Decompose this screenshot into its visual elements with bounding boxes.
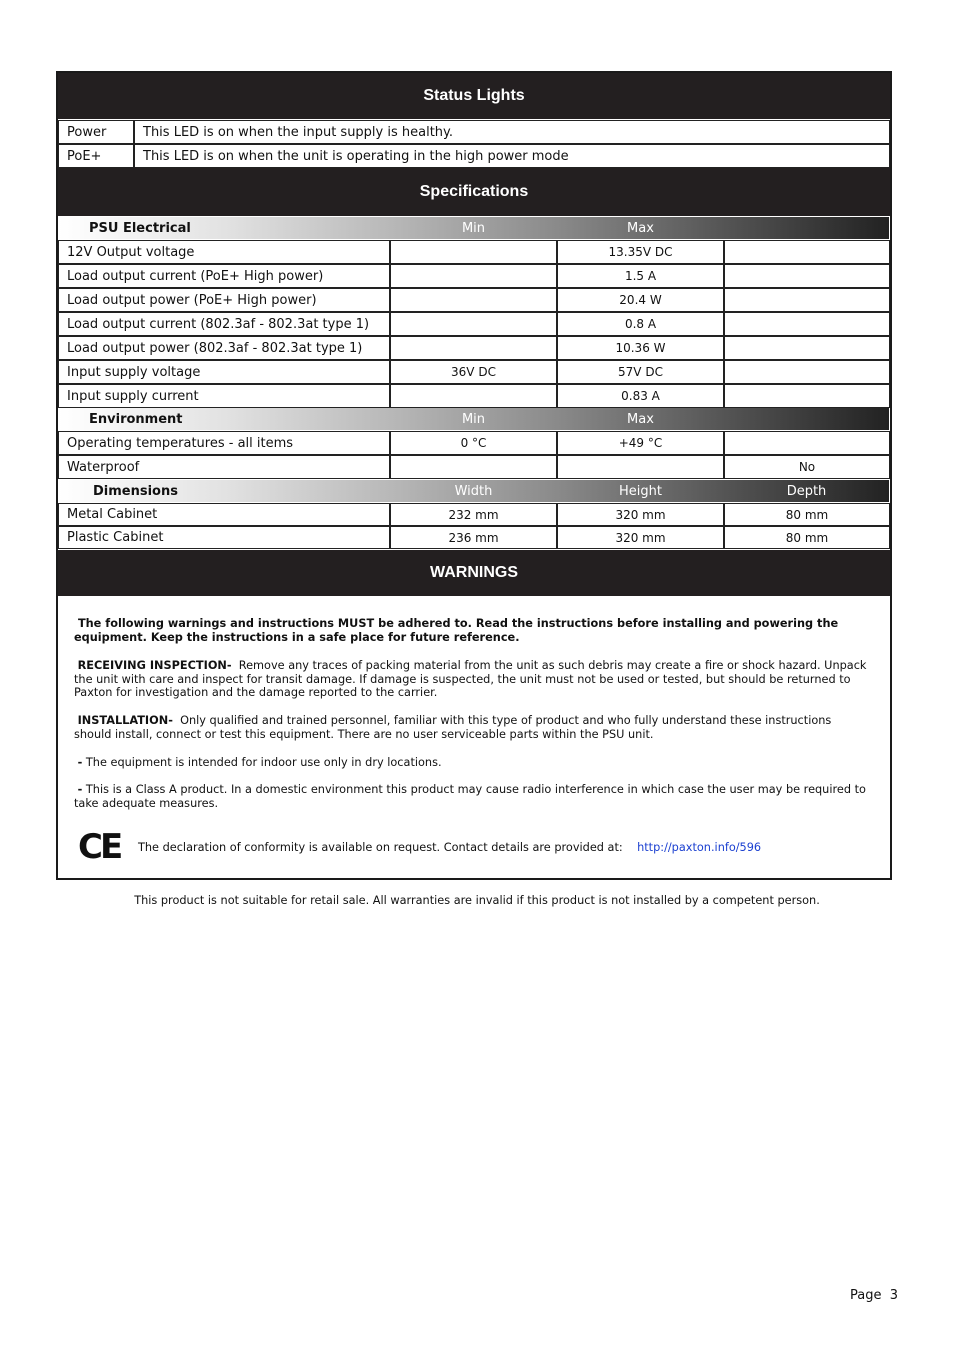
max-value: 13.35V DC — [557, 240, 724, 264]
min-value: 36V DC — [390, 360, 557, 384]
spec-row — [58, 288, 890, 312]
status-lights-title: Status Lights — [423, 87, 525, 104]
installation-text: Only qualified and trained personnel, familiar with this type of product and who fully understand these instructions should install, connect or test this equipment. There are no user serviceable parts within the PSU unit. — [74, 714, 832, 741]
installation-warning — [74, 714, 872, 741]
extra-value — [724, 288, 890, 312]
receiving-inspection-warning — [74, 659, 872, 700]
receiving-inspection-text: Remove any traces of packing material from the unit as such debris may create a fire or shock hazard. Unpack the unit with care and inspect for transit damage. If damage is suspected, the unit must not be used or tested, but should be returned to Paxton for investigation and the damage reported to the carrier. — [74, 659, 867, 700]
extra-value — [724, 240, 890, 264]
dimensions-heading: Dimensions — [93, 483, 178, 499]
max-value: 10.36 W — [557, 336, 724, 360]
retail-disclaimer: This product is not suitable for retail sale. All warranties are invalid if this product is not installed by a competent person. — [134, 894, 820, 907]
extra-value — [724, 384, 890, 408]
status-description: This LED is on when the input supply is healthy. — [134, 120, 890, 144]
receiving-inspection-label: RECEIVING INSPECTION- — [77, 659, 232, 672]
specifications-title: Specifications — [419, 183, 529, 200]
spec-row — [58, 503, 890, 526]
width-value: 232 mm — [390, 503, 557, 526]
page-number: Page 3 — [849, 1288, 898, 1303]
min-column-header: Min — [461, 411, 486, 427]
max-value — [557, 455, 724, 479]
environment-header — [59, 408, 889, 430]
spec-row — [58, 336, 890, 360]
class-a-text: This is a Class A product. In a domestic environment this product may cause radio interference in which case the user may be required to take adequate measures. — [74, 783, 866, 810]
warnings-title: WARNINGS — [430, 564, 518, 581]
class-a-warning: - This is a Class A product. In a domestic environment this product may cause radio interference in which case the user may be required to take adequate measures. — [74, 783, 866, 810]
declaration-text: The declaration of conformity is available on request. Contact details are provided at: — [138, 841, 623, 854]
psu-electrical-header — [59, 217, 889, 239]
spec-row — [58, 526, 890, 549]
status-label: Power — [58, 120, 134, 144]
spec-label: Operating temperatures - all items — [58, 431, 390, 455]
max-value: 20.4 W — [557, 288, 724, 312]
environment-heading: Environment — [89, 411, 183, 427]
extra-value — [724, 312, 890, 336]
min-value — [390, 240, 557, 264]
specifications-title-bar — [58, 168, 890, 216]
min-column-header: Min — [461, 220, 486, 236]
height-value: 320 mm — [557, 503, 724, 526]
width-value: 236 mm — [390, 526, 557, 549]
spec-row — [58, 312, 890, 336]
min-value — [390, 312, 557, 336]
spec-label: Load output power (802.3af - 802.3at type 1) — [58, 336, 390, 360]
spec-row — [58, 360, 890, 384]
spec-row — [58, 240, 890, 264]
status-label: PoE+ — [58, 144, 134, 168]
extra-value — [724, 431, 890, 455]
depth-value: 80 mm — [724, 526, 890, 549]
depth-column-header: Depth — [786, 483, 827, 499]
spec-label: Load output power (PoE+ High power) — [58, 288, 390, 312]
min-value — [390, 288, 557, 312]
max-value: +49 °C — [557, 431, 724, 455]
depth-value: 80 mm — [724, 503, 890, 526]
spec-label: Waterproof — [58, 455, 390, 479]
max-value: 0.83 A — [557, 384, 724, 408]
indoor-use-text: The equipment is intended for indoor use only in dry locations. — [85, 756, 442, 769]
max-value: 0.8 A — [557, 312, 724, 336]
min-value — [390, 384, 557, 408]
spec-sheet-frame — [56, 71, 892, 880]
dimensions-header — [59, 480, 889, 502]
spec-label: Load output current (802.3af - 802.3at type 1) — [58, 312, 390, 336]
width-column-header: Width — [454, 483, 493, 499]
warnings-title-bar — [58, 550, 890, 596]
max-value: 57V DC — [557, 360, 724, 384]
min-value — [390, 336, 557, 360]
min-value: 0 °C — [390, 431, 557, 455]
max-column-header: Max — [627, 411, 654, 427]
spec-label: Load output current (PoE+ High power) — [58, 264, 390, 288]
spec-row — [58, 264, 890, 288]
warnings-intro-text: The following warnings and instructions MUST be adhered to. Read the instructions before installing and powering the equipment. Keep the instructions in a safe place for future reference. — [74, 617, 839, 644]
max-value: 1.5 A — [557, 264, 724, 288]
indoor-use-warning: - The equipment is intended for indoor use only in dry locations. — [77, 756, 442, 769]
min-value — [390, 455, 557, 479]
spec-row — [58, 431, 890, 455]
extra-value — [724, 264, 890, 288]
extra-value: No — [724, 455, 890, 479]
warnings-intro — [74, 617, 872, 644]
spec-label: Input supply current — [58, 384, 390, 408]
height-column-header: Height — [619, 483, 662, 499]
status-row-power — [58, 120, 890, 144]
installation-label: INSTALLATION- — [77, 714, 173, 727]
psu-electrical-heading: PSU Electrical — [89, 220, 191, 236]
cabinet-label: Metal Cabinet — [58, 503, 390, 526]
max-column-header: Max — [627, 220, 654, 236]
declaration-of-conformity — [138, 841, 761, 854]
height-value: 320 mm — [557, 526, 724, 549]
conformity-link[interactable]: http://paxton.info/596 — [637, 841, 762, 854]
extra-value — [724, 336, 890, 360]
min-value — [390, 264, 557, 288]
spec-label: Input supply voltage — [58, 360, 390, 384]
status-description: This LED is on when the unit is operating in the high power mode — [134, 144, 890, 168]
spec-label: 12V Output voltage — [58, 240, 390, 264]
cabinet-label: Plastic Cabinet — [58, 526, 390, 549]
spec-row — [58, 384, 890, 408]
spec-row — [58, 455, 890, 479]
ce-mark-icon: CE — [78, 827, 121, 867]
status-lights-title-bar — [58, 73, 890, 119]
extra-value — [724, 360, 890, 384]
status-row-poe — [58, 144, 890, 168]
